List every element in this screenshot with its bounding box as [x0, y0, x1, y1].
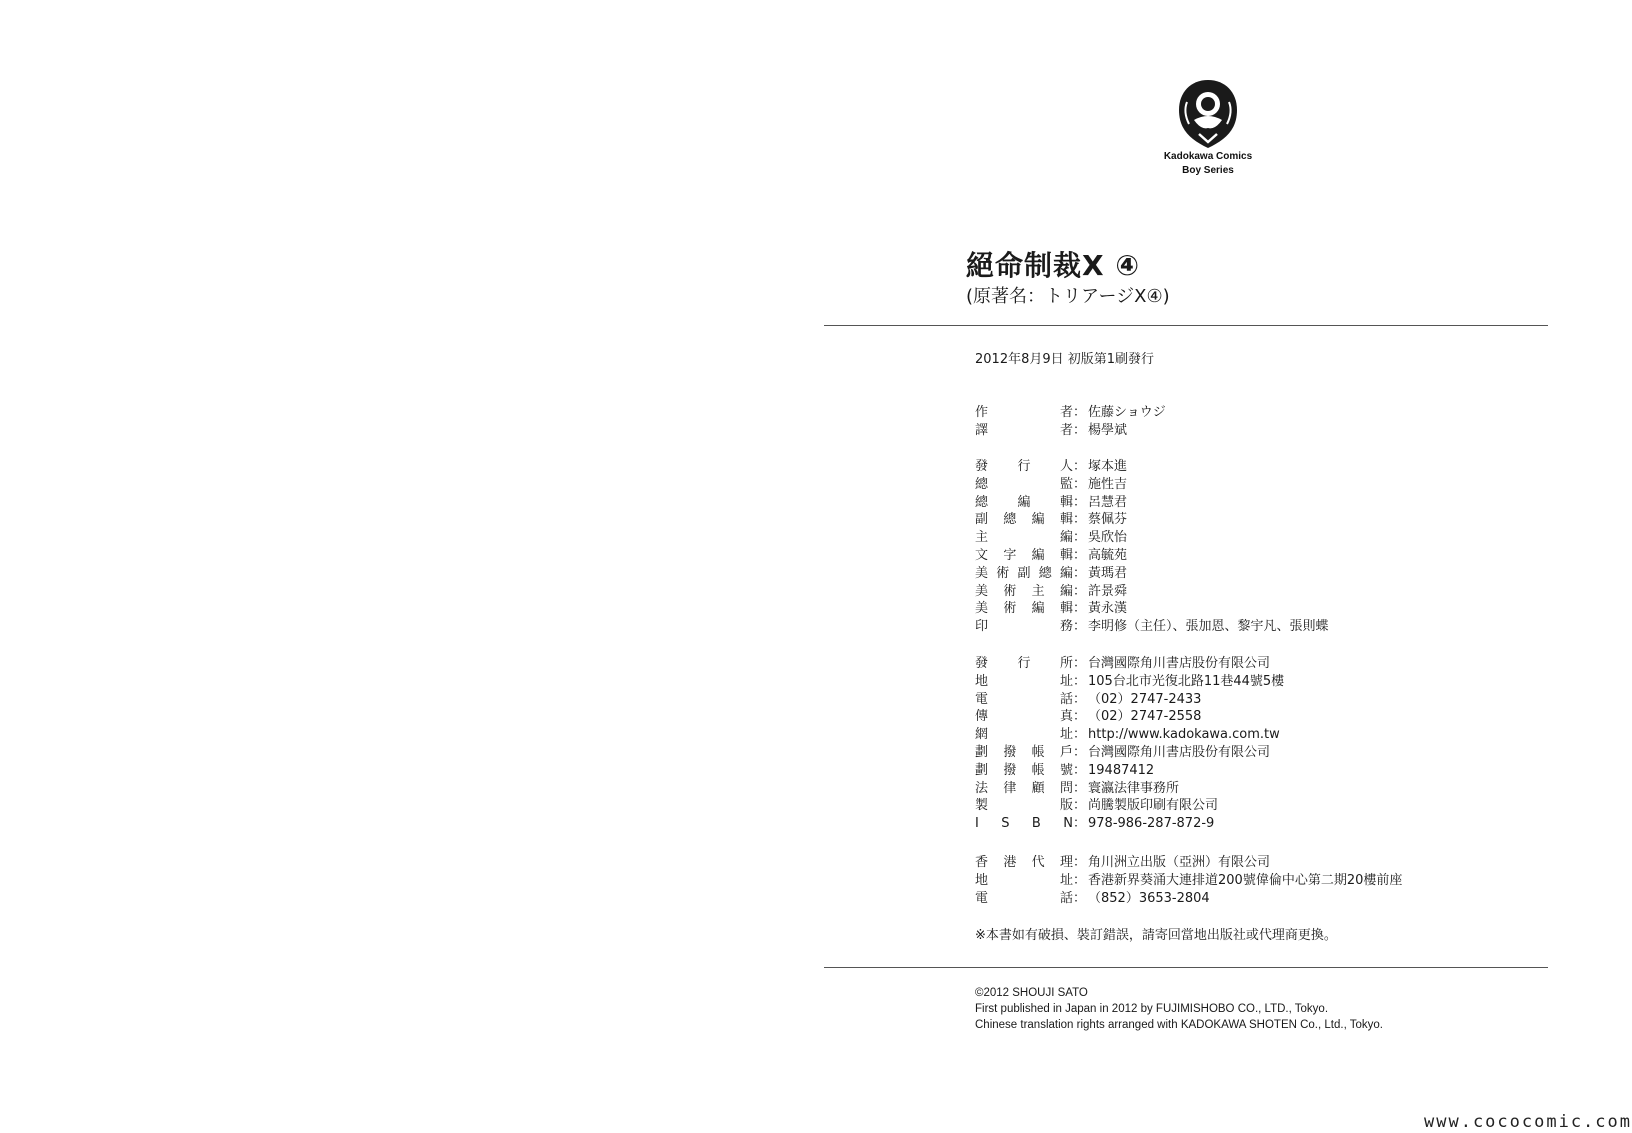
- credit-label: 作 者: [975, 405, 1073, 420]
- credit-row: [975, 565, 1329, 583]
- credit-value: 黃永漢: [1088, 601, 1128, 617]
- credit-row: [975, 673, 1284, 691]
- credit-colon: ：: [1073, 422, 1087, 438]
- credit-value: 楊學斌: [1088, 422, 1128, 438]
- credit-row: [975, 422, 1166, 440]
- credit-value: 許景舜: [1088, 583, 1128, 599]
- credit-value: 105台北市光復北路11巷44號5樓: [1088, 673, 1285, 689]
- credit-row: [975, 780, 1284, 798]
- credit-colon: ：: [1073, 512, 1087, 528]
- credit-colon: ：: [1073, 890, 1087, 906]
- credit-colon: ：: [1073, 530, 1087, 546]
- credit-row: [975, 476, 1329, 494]
- credit-colon: ：: [1073, 780, 1087, 796]
- credit-colon: ：: [1073, 816, 1087, 832]
- divider-top: [824, 325, 1548, 326]
- credit-label: 法 律 顧 問: [975, 780, 1073, 796]
- credit-row: [975, 618, 1329, 636]
- credit-label: I S B N: [975, 816, 1073, 832]
- credit-value: 佐藤ショウジ: [1088, 405, 1166, 420]
- credit-value: 蔡佩芬: [1088, 512, 1128, 528]
- phoenix-icon: [1177, 78, 1239, 150]
- credit-value: 寰瀛法律事務所: [1088, 780, 1180, 796]
- credit-colon: ：: [1073, 798, 1087, 814]
- credit-colon: ：: [1073, 762, 1087, 778]
- credit-value: （02）2747-2433: [1088, 691, 1202, 707]
- credit-colon: ：: [1073, 601, 1087, 617]
- credit-row: [975, 583, 1329, 601]
- credit-row: [975, 890, 1402, 908]
- credit-colon: ：: [1073, 744, 1087, 760]
- copyright-block: [975, 985, 1383, 1034]
- credit-row: [975, 458, 1329, 476]
- credit-label: 電 話: [975, 691, 1073, 707]
- credit-label: 美 術 主 編: [975, 583, 1073, 599]
- publisher-logo: [1148, 78, 1268, 178]
- credit-label: 譯 者: [975, 422, 1073, 438]
- credit-colon: ：: [1073, 565, 1087, 581]
- site-watermark: www.cococomic.com: [1424, 1112, 1632, 1132]
- credit-row: [975, 762, 1284, 780]
- credit-label: 總 編 輯: [975, 494, 1073, 510]
- credit-colon: ：: [1073, 872, 1087, 888]
- credits-staff: [975, 458, 1329, 636]
- credit-colon: ：: [1073, 691, 1087, 707]
- credit-value: 台灣國際角川書店股份有限公司: [1088, 656, 1271, 671]
- book-title: 絕命制裁X ④: [966, 249, 1141, 282]
- credit-row: [975, 600, 1329, 618]
- credit-colon: ：: [1073, 583, 1087, 599]
- credit-row: [975, 404, 1166, 422]
- credit-value: 978-986-287-872-9: [1088, 816, 1215, 832]
- credit-value: 吳欣怡: [1088, 530, 1128, 546]
- credit-value: 高毓苑: [1088, 547, 1128, 563]
- credit-value: 香港新界葵涌大連排道200號偉倫中心第二期20樓前座: [1088, 872, 1403, 888]
- credit-row: [975, 547, 1329, 565]
- credit-colon: ：: [1073, 619, 1087, 635]
- credit-row: [975, 797, 1284, 815]
- credit-value: 黃瑪君: [1088, 565, 1128, 581]
- credit-value: http://www.kadokawa.com.tw: [1088, 727, 1280, 743]
- credit-value: 尚騰製版印刷有限公司: [1088, 798, 1219, 814]
- edition-date: 2012年8月9日 初版第1刷發行: [975, 352, 1155, 367]
- credit-row: [975, 655, 1284, 673]
- credit-label: 製 版: [975, 798, 1073, 814]
- credit-colon: ：: [1073, 855, 1087, 870]
- credit-colon: ：: [1073, 656, 1087, 671]
- logo-line-2: Boy Series: [1182, 165, 1234, 176]
- credit-label: 主 編: [975, 530, 1073, 546]
- credit-colon: ：: [1073, 494, 1087, 510]
- copyright-line: ©2012 SHOUJI SATO: [975, 987, 1088, 999]
- credits-hk-agent: [975, 854, 1402, 907]
- credit-row: [975, 744, 1284, 762]
- credit-label: 地 址: [975, 872, 1073, 888]
- translation-rights-line: Chinese translation rights arranged with KADOKAWA SHOTEN Co., Ltd., Tokyo.: [975, 1019, 1383, 1032]
- credit-colon: ：: [1073, 727, 1087, 743]
- credits-authors: [975, 404, 1166, 440]
- credit-row: [975, 708, 1284, 726]
- divider-bottom: [824, 967, 1548, 968]
- credit-colon: ：: [1073, 673, 1087, 689]
- credit-label: 電 話: [975, 890, 1073, 906]
- credit-colon: ：: [1073, 547, 1087, 563]
- credit-value: 施性吉: [1088, 476, 1128, 492]
- credit-label: 印 務: [975, 619, 1073, 635]
- credit-value: （02）2747-2558: [1088, 709, 1202, 725]
- credit-value: 塚本進: [1088, 459, 1128, 474]
- damage-notice: ※本書如有破損、裝訂錯誤，請寄回當地出版社或代理商更換。: [975, 928, 1337, 943]
- logo-line-1: Kadokawa Comics: [1163, 151, 1253, 162]
- credits-publisher: [975, 655, 1284, 833]
- credit-value: 角川洲立出版（亞洲）有限公司: [1088, 855, 1271, 870]
- credit-value: 李明修（主任）、張加恩、黎宇凡、張則蝶: [1088, 619, 1329, 635]
- credit-row: [975, 854, 1402, 872]
- credit-colon: ：: [1073, 405, 1087, 420]
- credit-label: 劃 撥 帳 號: [975, 762, 1073, 778]
- credit-value: 呂慧君: [1088, 494, 1128, 510]
- credit-value: 台灣國際角川書店股份有限公司: [1088, 744, 1271, 760]
- credit-label: 美 術 副 總 編: [975, 565, 1073, 581]
- credit-label: 傳 真: [975, 709, 1073, 725]
- credit-row: [975, 691, 1284, 709]
- credit-row: [975, 726, 1284, 744]
- credit-label: 地 址: [975, 673, 1073, 689]
- first-published-line: First published in Japan in 2012 by FUJIMISHOBO CO., LTD., Tokyo.: [975, 1003, 1329, 1016]
- credit-label: 香 港 代 理: [975, 855, 1073, 870]
- credit-row: [975, 815, 1284, 833]
- credit-label: 發 行 人: [975, 459, 1073, 474]
- credit-row: [975, 872, 1402, 890]
- credit-row: [975, 511, 1329, 529]
- credit-label: 發 行 所: [975, 656, 1073, 671]
- credit-label: 總 監: [975, 476, 1073, 492]
- original-title: (原著名：トリアージX④): [966, 286, 1170, 307]
- credit-label: 文 字 編 輯: [975, 547, 1073, 563]
- credit-row: [975, 494, 1329, 512]
- credit-label: 美 術 編 輯: [975, 601, 1073, 617]
- credit-colon: ：: [1073, 709, 1087, 725]
- credit-colon: ：: [1073, 476, 1087, 492]
- credit-value: 19487412: [1088, 762, 1155, 778]
- credit-colon: ：: [1073, 459, 1087, 474]
- credit-label: 副 總 編 輯: [975, 512, 1073, 528]
- credit-label: 網 址: [975, 727, 1073, 743]
- credit-value: （852）3653-2804: [1088, 890, 1210, 906]
- credit-row: [975, 529, 1329, 547]
- credit-label: 劃 撥 帳 戶: [975, 744, 1073, 760]
